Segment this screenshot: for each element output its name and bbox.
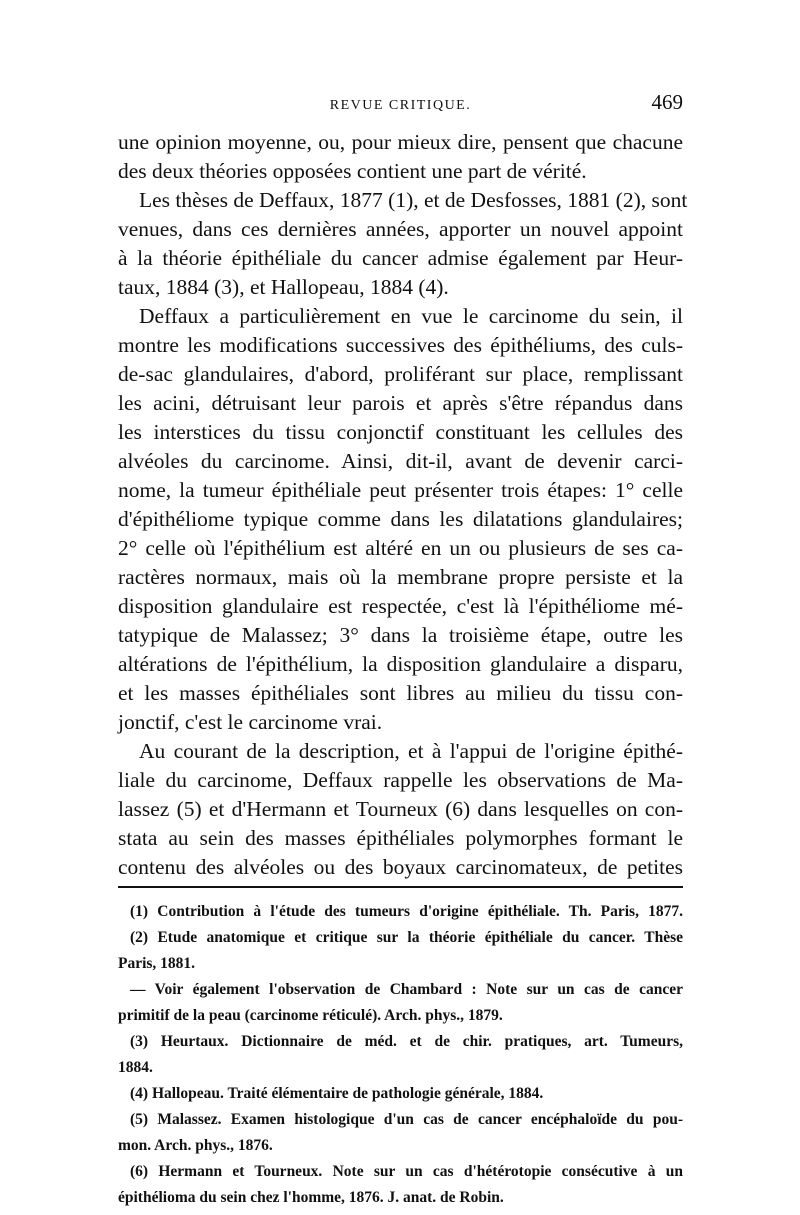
footnote-line: 1884. (118, 1059, 153, 1076)
body-line: de-sac glandulaires, d'abord, proliférant sur place, remplissant (118, 362, 683, 386)
footnote-line: (5) Malassez. Examen histologique d'un cas de cancer encéphaloïde du pou- (130, 1111, 683, 1128)
body-line: montre les modifications successives des épithéliums, des culs- (118, 333, 683, 357)
body-line: des deux théories opposées contient une part de vérité. (118, 159, 587, 183)
body-line: ractères normaux, mais où la membrane propre persiste et la (118, 565, 683, 589)
running-title: REVUE CRITIQUE. (329, 98, 472, 113)
footnote-line: (4) Hallopeau. Traité élémentaire de pathologie générale, 1884. (130, 1085, 544, 1102)
body-line: contenu des alvéoles ou des boyaux carcinomateux, de petites (118, 855, 683, 879)
body-line: lassez (5) et d'Hermann et Tourneux (6) dans lesquelles on con- (118, 797, 683, 821)
body-line: stata au sein des masses épithéliales polymorphes formant le (118, 826, 683, 850)
body-line: taux, 1884 (3), et Hallopeau, 1884 (4). (118, 275, 449, 299)
body-line: Au courant de la description, et à l'appui de l'origine épithé- (139, 739, 683, 763)
body-line: Les thèses de Deffaux, 1877 (1), et de Desfosses, 1881 (2), sont (139, 188, 688, 212)
body-line: les interstices du tissu conjonctif constituant les cellules des (118, 420, 683, 444)
body-line: disposition glandulaire est respectée, c'est là l'épithéliome mé- (118, 594, 683, 618)
body-line: altérations de l'épithélium, la disposition glandulaire a disparu, (118, 652, 683, 676)
body-line: alvéoles du carcinome. Ainsi, dit-il, avant de devenir carci- (118, 449, 683, 473)
footnote-line: primitif de la peau (carcinome réticulé). Arch. phys., 1879. (118, 1007, 503, 1024)
body-line: liale du carcinome, Deffaux rappelle les observations de Ma- (118, 768, 683, 792)
footnote-rule (118, 886, 683, 888)
body-line: et les masses épithéliales sont libres au milieu du tissu con- (118, 681, 683, 705)
footnote-line: épithélioma du sein chez l'homme, 1876. J. anat. de Robin. (118, 1189, 504, 1206)
body-line: Deffaux a particulièrement en vue le carcinome du sein, il (139, 304, 683, 328)
footnote-line: (6) Hermann et Tourneux. Note sur un cas d'hétérotopie consécutive à un (130, 1163, 683, 1180)
footnote-line: (2) Etude anatomique et critique sur la théorie épithéliale du cancer. Thèse (130, 929, 683, 946)
running-head (118, 88, 683, 118)
footnote-line: (3) Heurtaux. Dictionnaire de méd. et de chir. pratiques, art. Tumeurs, (130, 1033, 683, 1050)
body-line: les acini, détruisant leur parois et après s'être répandus dans (118, 391, 683, 415)
footnote-line: Paris, 1881. (118, 955, 196, 972)
footnote-line: (1) Contribution à l'étude des tumeurs d'origine épithéliale. Th. Paris, 1877. (130, 903, 683, 920)
body-line: nome, la tumeur épithéliale peut présenter trois étapes: 1° celle (118, 478, 683, 502)
body-line: tatypique de Malassez; 3° dans la troisième étape, outre les (118, 623, 683, 647)
body-line: d'épithéliome typique comme dans les dilatations glandulaires; (118, 507, 683, 531)
body-line: à la théorie épithéliale du cancer admise également par Heur- (118, 246, 683, 270)
body-line: 2° celle où l'épithélium est altéré en un ou plusieurs de ses ca- (118, 536, 683, 560)
body-line: jonctif, c'est le carcinome vrai. (118, 710, 383, 734)
page-number: 469 (651, 90, 683, 114)
footnote-line: mon. Arch. phys., 1876. (118, 1137, 273, 1154)
body-line: une opinion moyenne, ou, pour mieux dire, pensent que chacune (118, 130, 683, 154)
footnote-line: — Voir également l'observation de Chambard : Note sur un cas de cancer (130, 981, 683, 998)
body-line: venues, dans ces dernières années, apporter un nouvel appoint (118, 217, 683, 241)
